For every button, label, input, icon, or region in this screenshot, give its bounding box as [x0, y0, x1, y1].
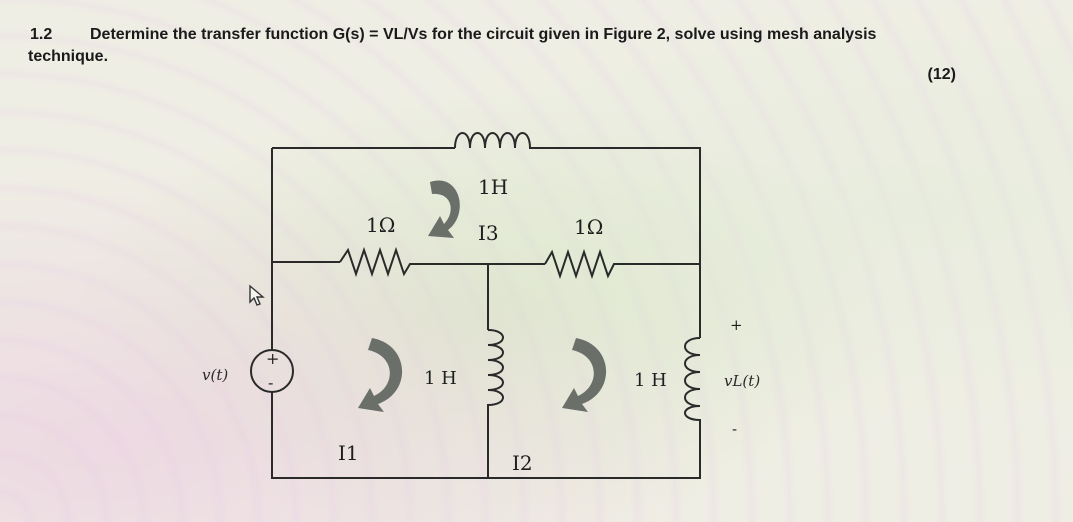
- mouse-cursor-icon: [248, 284, 268, 308]
- top-wire-right: [540, 148, 700, 338]
- mesh-arrow-i1: [358, 338, 402, 412]
- middle-inductor: [488, 330, 503, 415]
- output-label: vL(t): [724, 372, 761, 390]
- mesh-current-i1-label: I1: [338, 441, 359, 465]
- mesh-arrow-i3: [428, 180, 460, 238]
- output-plus: +: [730, 316, 743, 334]
- right-resistor: [545, 252, 632, 276]
- mesh-current-i2-label: I2: [512, 451, 533, 475]
- right-inductor-label: 1 H: [634, 370, 667, 391]
- top-inductor: [455, 133, 540, 148]
- top-inductor-label: 1H: [478, 175, 509, 199]
- source-label: v(t): [202, 366, 229, 384]
- mesh-current-i3-label: I3: [478, 221, 499, 245]
- mesh-arrow-i2: [562, 338, 606, 412]
- middle-inductor-label: 1 H: [424, 368, 457, 389]
- left-wire-bottom: [272, 392, 700, 478]
- source-plus: +: [266, 349, 280, 368]
- question-text-continued: technique.: [28, 48, 109, 65]
- left-resistor: [340, 250, 418, 274]
- left-resistor-label: 1Ω: [366, 213, 396, 237]
- question-number: 1.2: [30, 26, 53, 43]
- right-inductor: [685, 338, 700, 425]
- question-text: Determine the transfer function G(s) = VL/Vs for the circuit given in Figure 2, solve using mesh analysis: [90, 26, 877, 43]
- right-resistor-label: 1Ω: [574, 215, 604, 239]
- source-minus: -: [268, 373, 274, 392]
- question-marks: (12): [927, 66, 956, 83]
- output-minus: -: [732, 420, 738, 438]
